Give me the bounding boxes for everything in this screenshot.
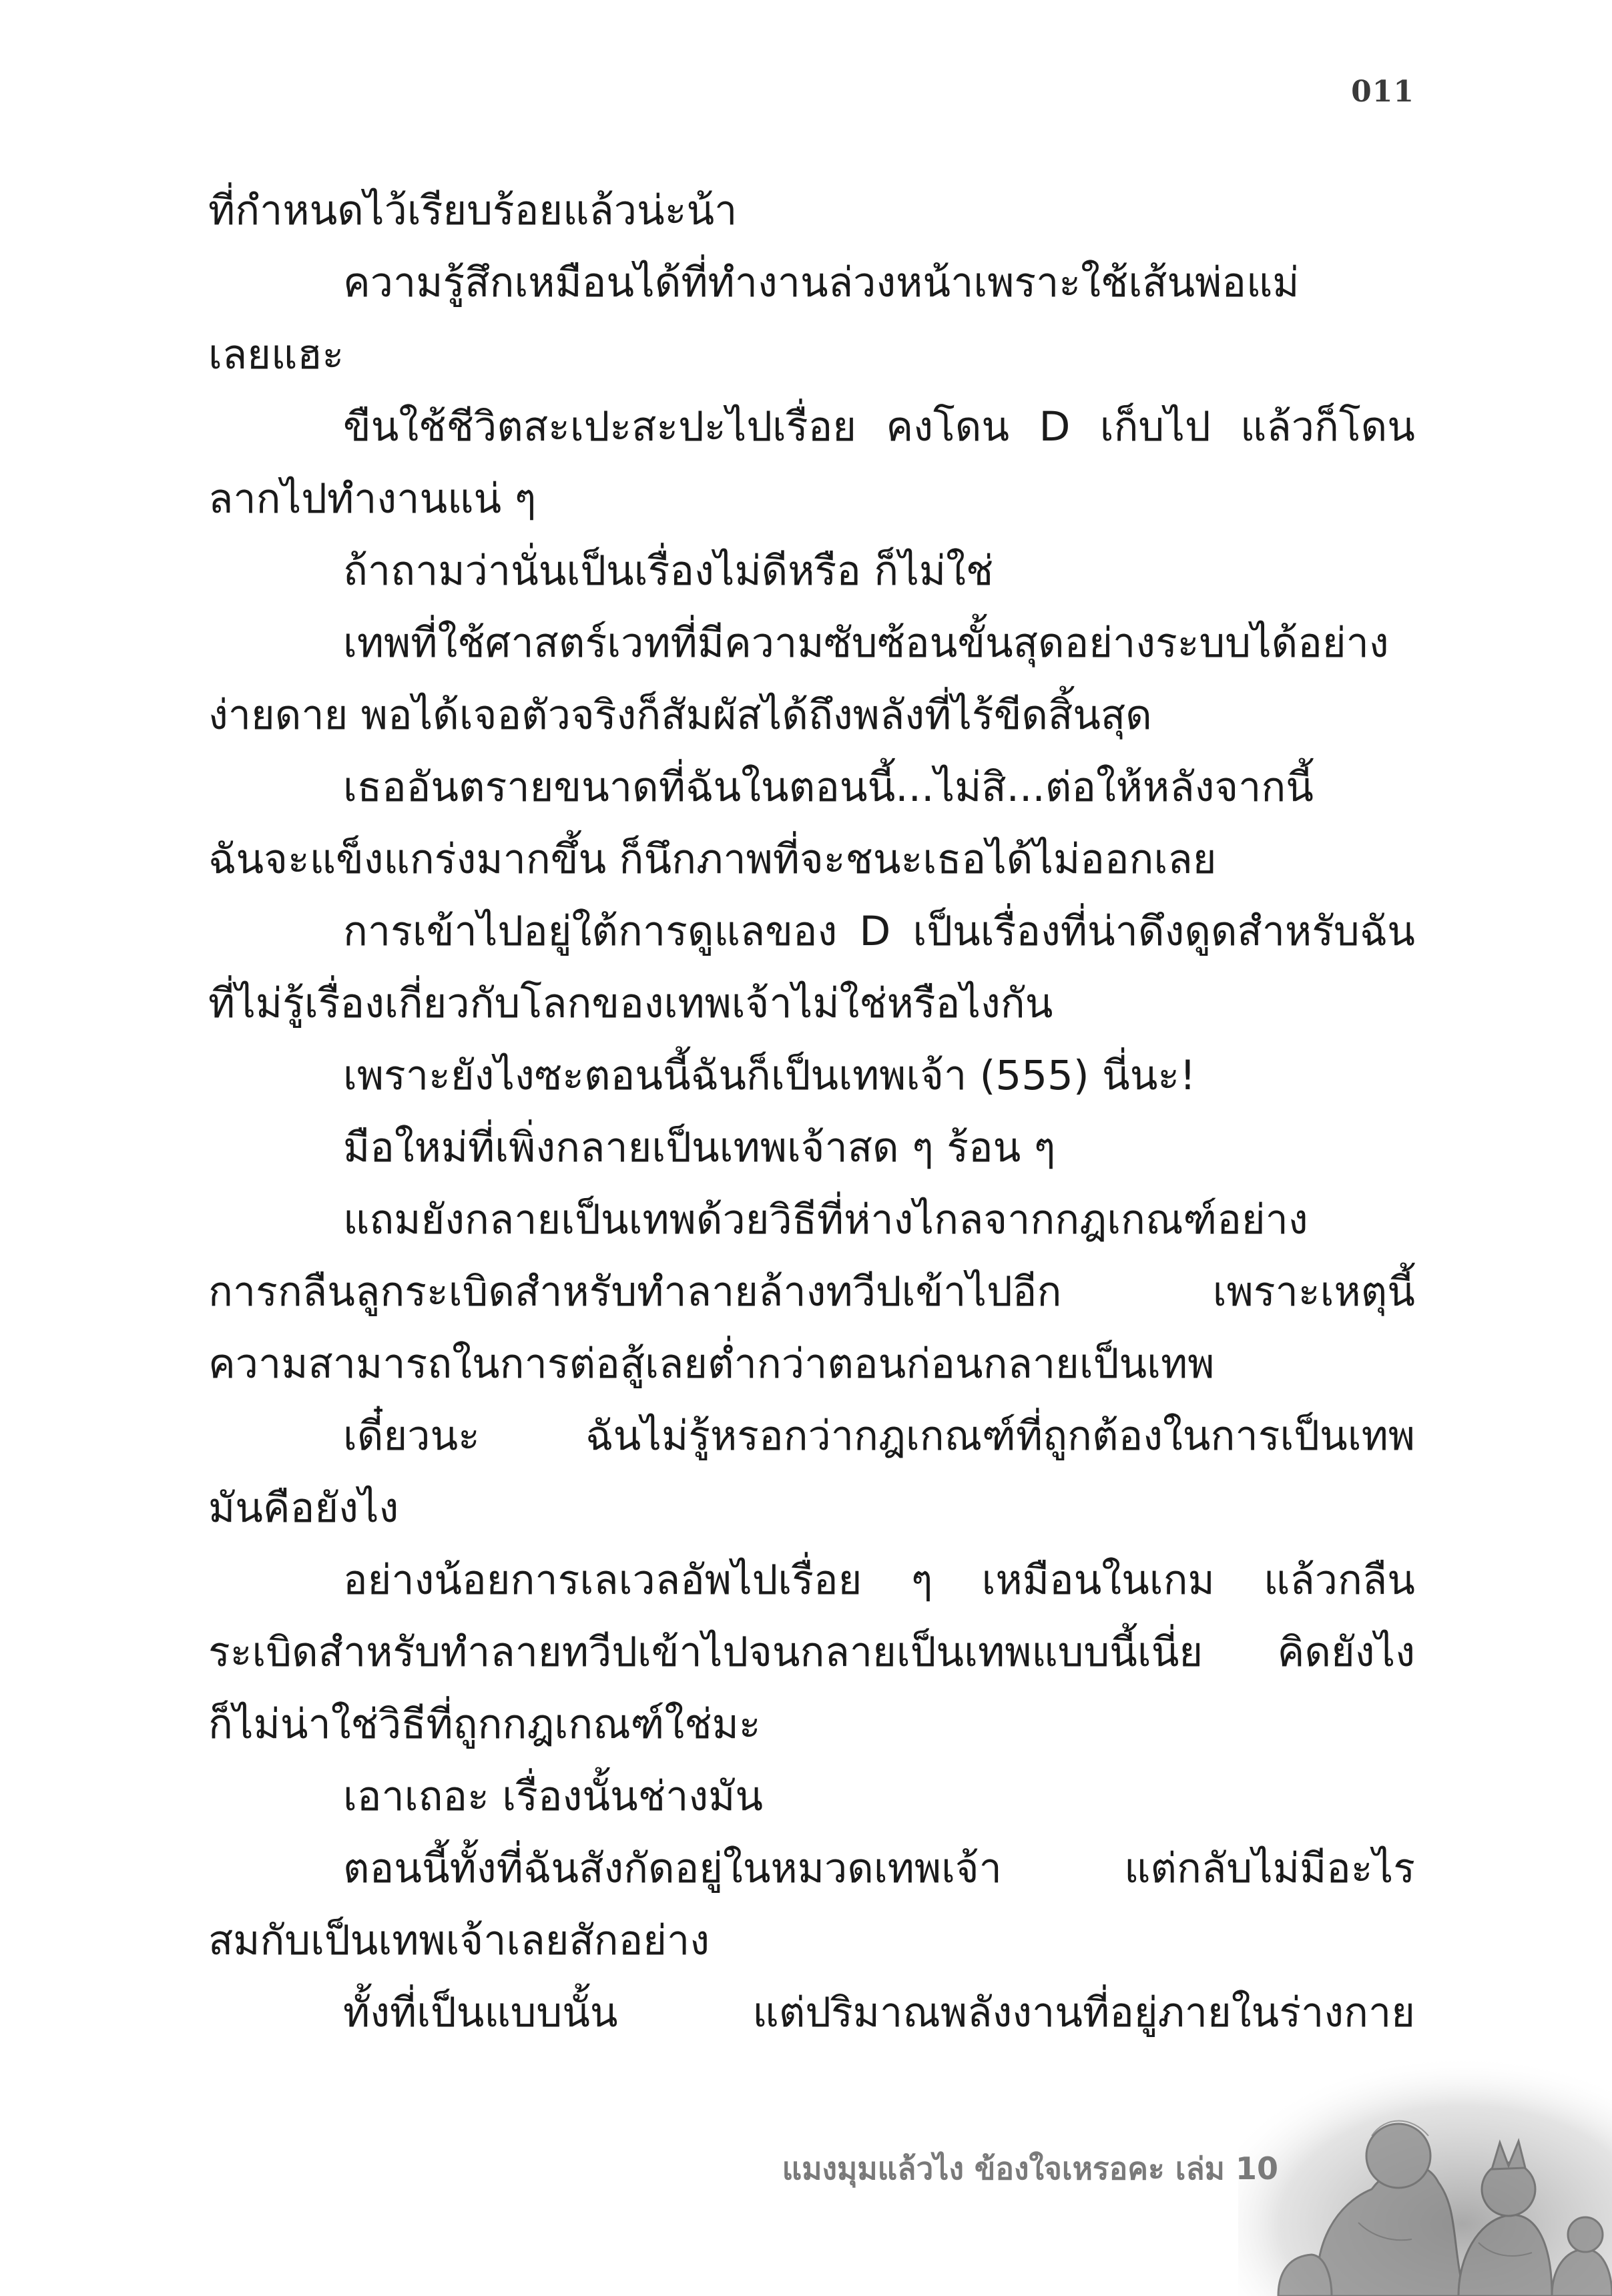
text-line: ที่กำหนดไว้เรียบร้อยแล้วน่ะน้า xyxy=(208,187,738,234)
text-line: เอาเถอะ เรื่องนั้นช่างมัน xyxy=(343,1773,764,1820)
text-line: ขืนใช้ชีวิตสะเปะสะปะไปเรื่อย คงโดน D เก็บไป แล้วก็โดน xyxy=(343,403,1415,451)
text-line: ตอนนี้ทั้งที่ฉันสังกัดอยู่ในหมวดเทพเจ้า แต่กลับไม่มีอะไร xyxy=(343,1845,1415,1892)
body-text xyxy=(208,175,1415,2049)
text-line: เลยแฮะ xyxy=(208,331,344,378)
text-line: ง่ายดาย พอได้เจอตัวจริงก็สัมผัสได้ถึงพลังที่ไร้ขีดสิ้นสุด xyxy=(208,691,1152,739)
text-line: ฉันจะแข็งแกร่งมากขึ้น ก็นึกภาพที่จะชนะเธอได้ไม่ออกเลย xyxy=(208,836,1217,883)
text-line: แถมยังกลายเป็นเทพด้วยวิธีที่ห่างไกลจากกฎเกณฑ์อย่าง xyxy=(343,1196,1308,1243)
text-line: มือใหม่ที่เพิ่งกลายเป็นเทพเจ้าสด ๆ ร้อน ๆ xyxy=(343,1124,1056,1171)
text-line: ทั้งที่เป็นแบบนั้น แต่ปริมาณพลังงานที่อยู่ภายในร่างกาย xyxy=(343,1989,1415,2036)
text-line: ลากไปทำงานแน่ ๆ xyxy=(208,475,537,523)
text-line: ถ้าถามว่านั่นเป็นเรื่องไม่ดีหรือ ก็ไม่ใช่ xyxy=(343,547,994,595)
text-line: ความรู้สึกเหมือนได้ที่ทำงานล่วงหน้าเพราะใช้เส้นพ่อแม่ xyxy=(343,259,1300,306)
text-line: เทพที่ใช้ศาสตร์เวทที่มีความซับซ้อนขั้นสุดอย่างระบบได้อย่าง xyxy=(343,619,1389,667)
text-line: มันคือยังไง xyxy=(208,1484,399,1532)
text-line: เพราะยังไงซะตอนนี้ฉันก็เป็นเทพเจ้า (555) นี่นะ! xyxy=(343,1052,1196,1099)
text-line: ความสามารถในการต่อสู้เลยต่ำกว่าตอนก่อนกลายเป็นเทพ xyxy=(208,1340,1215,1388)
character-illustration xyxy=(1238,2056,1612,2296)
text-line: เธออันตรายขนาดที่ฉันในตอนนี้...ไม่สิ...ต่อให้หลังจากนี้ xyxy=(343,764,1314,811)
text-line: ที่ไม่รู้เรื่องเกี่ยวกับโลกของเทพเจ้าไม่ใช่หรือไงกัน xyxy=(208,980,1053,1027)
page-number: 011 xyxy=(1351,75,1414,109)
book-title: แมงมุมแล้วไง ข้องใจเหรอคะ เล่ม 10 xyxy=(782,2150,1278,2187)
text-line: การเข้าไปอยู่ใต้การดูแลของ D เป็นเรื่องที่น่าดึงดูดสำหรับฉัน xyxy=(343,908,1415,955)
text-line: สมกับเป็นเทพเจ้าเลยสักอย่าง xyxy=(208,1917,710,1964)
text-line: ระเบิดสำหรับทำลายทวีปเข้าไปจนกลายเป็นเทพแบบนี้เนี่ย คิดยังไง xyxy=(208,1629,1415,1676)
text-line: เดี๋ยวนะ ฉันไม่รู้หรอกว่ากฎเกณฑ์ที่ถูกต้องในการเป็นเทพ xyxy=(343,1412,1415,1460)
text-line: ก็ไม่น่าใช่วิธีที่ถูกกฎเกณฑ์ใช่มะ xyxy=(208,1701,761,1748)
text-line: การกลืนลูกระเบิดสำหรับทำลายล้างทวีปเข้าไปอีก เพราะเหตุนี้ xyxy=(208,1268,1415,1316)
text-line: อย่างน้อยการเลเวลอัพไปเรื่อย ๆ เหมือนในเกม แล้วกลืน xyxy=(343,1556,1415,1604)
